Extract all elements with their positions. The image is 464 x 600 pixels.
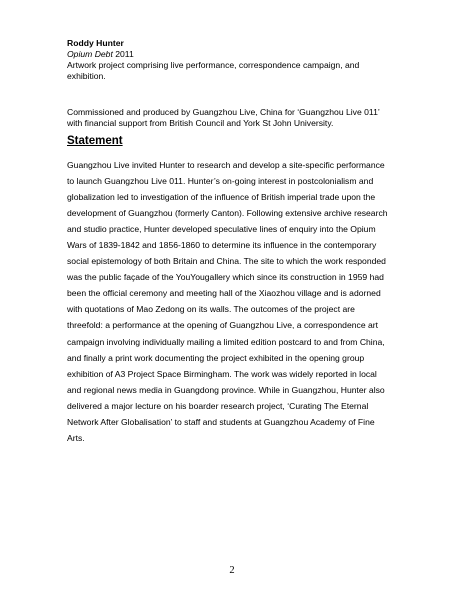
author-name: Roddy Hunter [67,38,124,48]
statement-line: was the public façade of the YouYougallery which since its construction in 1959 had [67,272,384,283]
statement-line: and regional news media in Guangdong province. While in Guangzhou, Hunter also [67,384,385,395]
work-title-line [67,49,417,60]
section-heading: Statement [67,135,123,147]
work-description: Artwork project comprising live performance, correspondence campaign, and exhibition. [67,60,360,81]
statement-line: and studio practice, Hunter developed speculative lines of enquiry into the Opium [67,224,376,235]
statement-line: with quotations of Mao Zedong on its walls. The outcomes of the project are [67,304,355,315]
statement-line: and finally a print work documenting the project exhibited in the opening group [67,352,365,363]
statement-line: campaign involving individually mailing a limited edition postcard to and from China, [67,336,385,347]
statement-line: globalization led to investigation of the influence of British imperial trade upon the [67,192,376,203]
work-year: 2011 [112,49,134,59]
page-number: 2 [229,565,235,576]
statement-line: Arts. [67,432,85,443]
statement-line: threefold: a performance at the opening of Guangzhou Live, a correspondence art [67,320,379,331]
statement-line: exhibition of A3 Project Space Birmingham. The work was widely reported in local [67,368,377,379]
statement-body [67,157,413,446]
statement-line: Wars of 1839-1842 and 1856-1860 to determine its influence in the contemporary [67,240,377,251]
statement-line: development of Guangzhou (formerly Canton). Following extensive archive research [67,208,388,219]
statement-line: Guangzhou Live invited Hunter to research and develop a site-specific performance [67,160,385,170]
statement-line: been the official ceremony and meeting hall of the Xiaozhou village and is adorned [67,288,381,299]
commission-note: Commissioned and produced by Guangzhou Live, China for ‘Guangzhou Live 011’ with financial support from British Council and York St John University. [67,107,380,128]
statement-line: Network After Globalisation’ to staff and students at Guangzhou Academy of Fine [67,416,375,427]
statement-line: delivered a major lecture on his boarder research project, ‘Curating The Eternal [67,400,369,411]
work-title: Opium Debt [67,49,113,59]
statement-line: social epistemology of both Britain and China. The site to which the work responded [67,256,386,267]
statement-line: to launch Guangzhou Live 011. Hunter’s on-going interest in postcolonialism and [67,176,374,187]
